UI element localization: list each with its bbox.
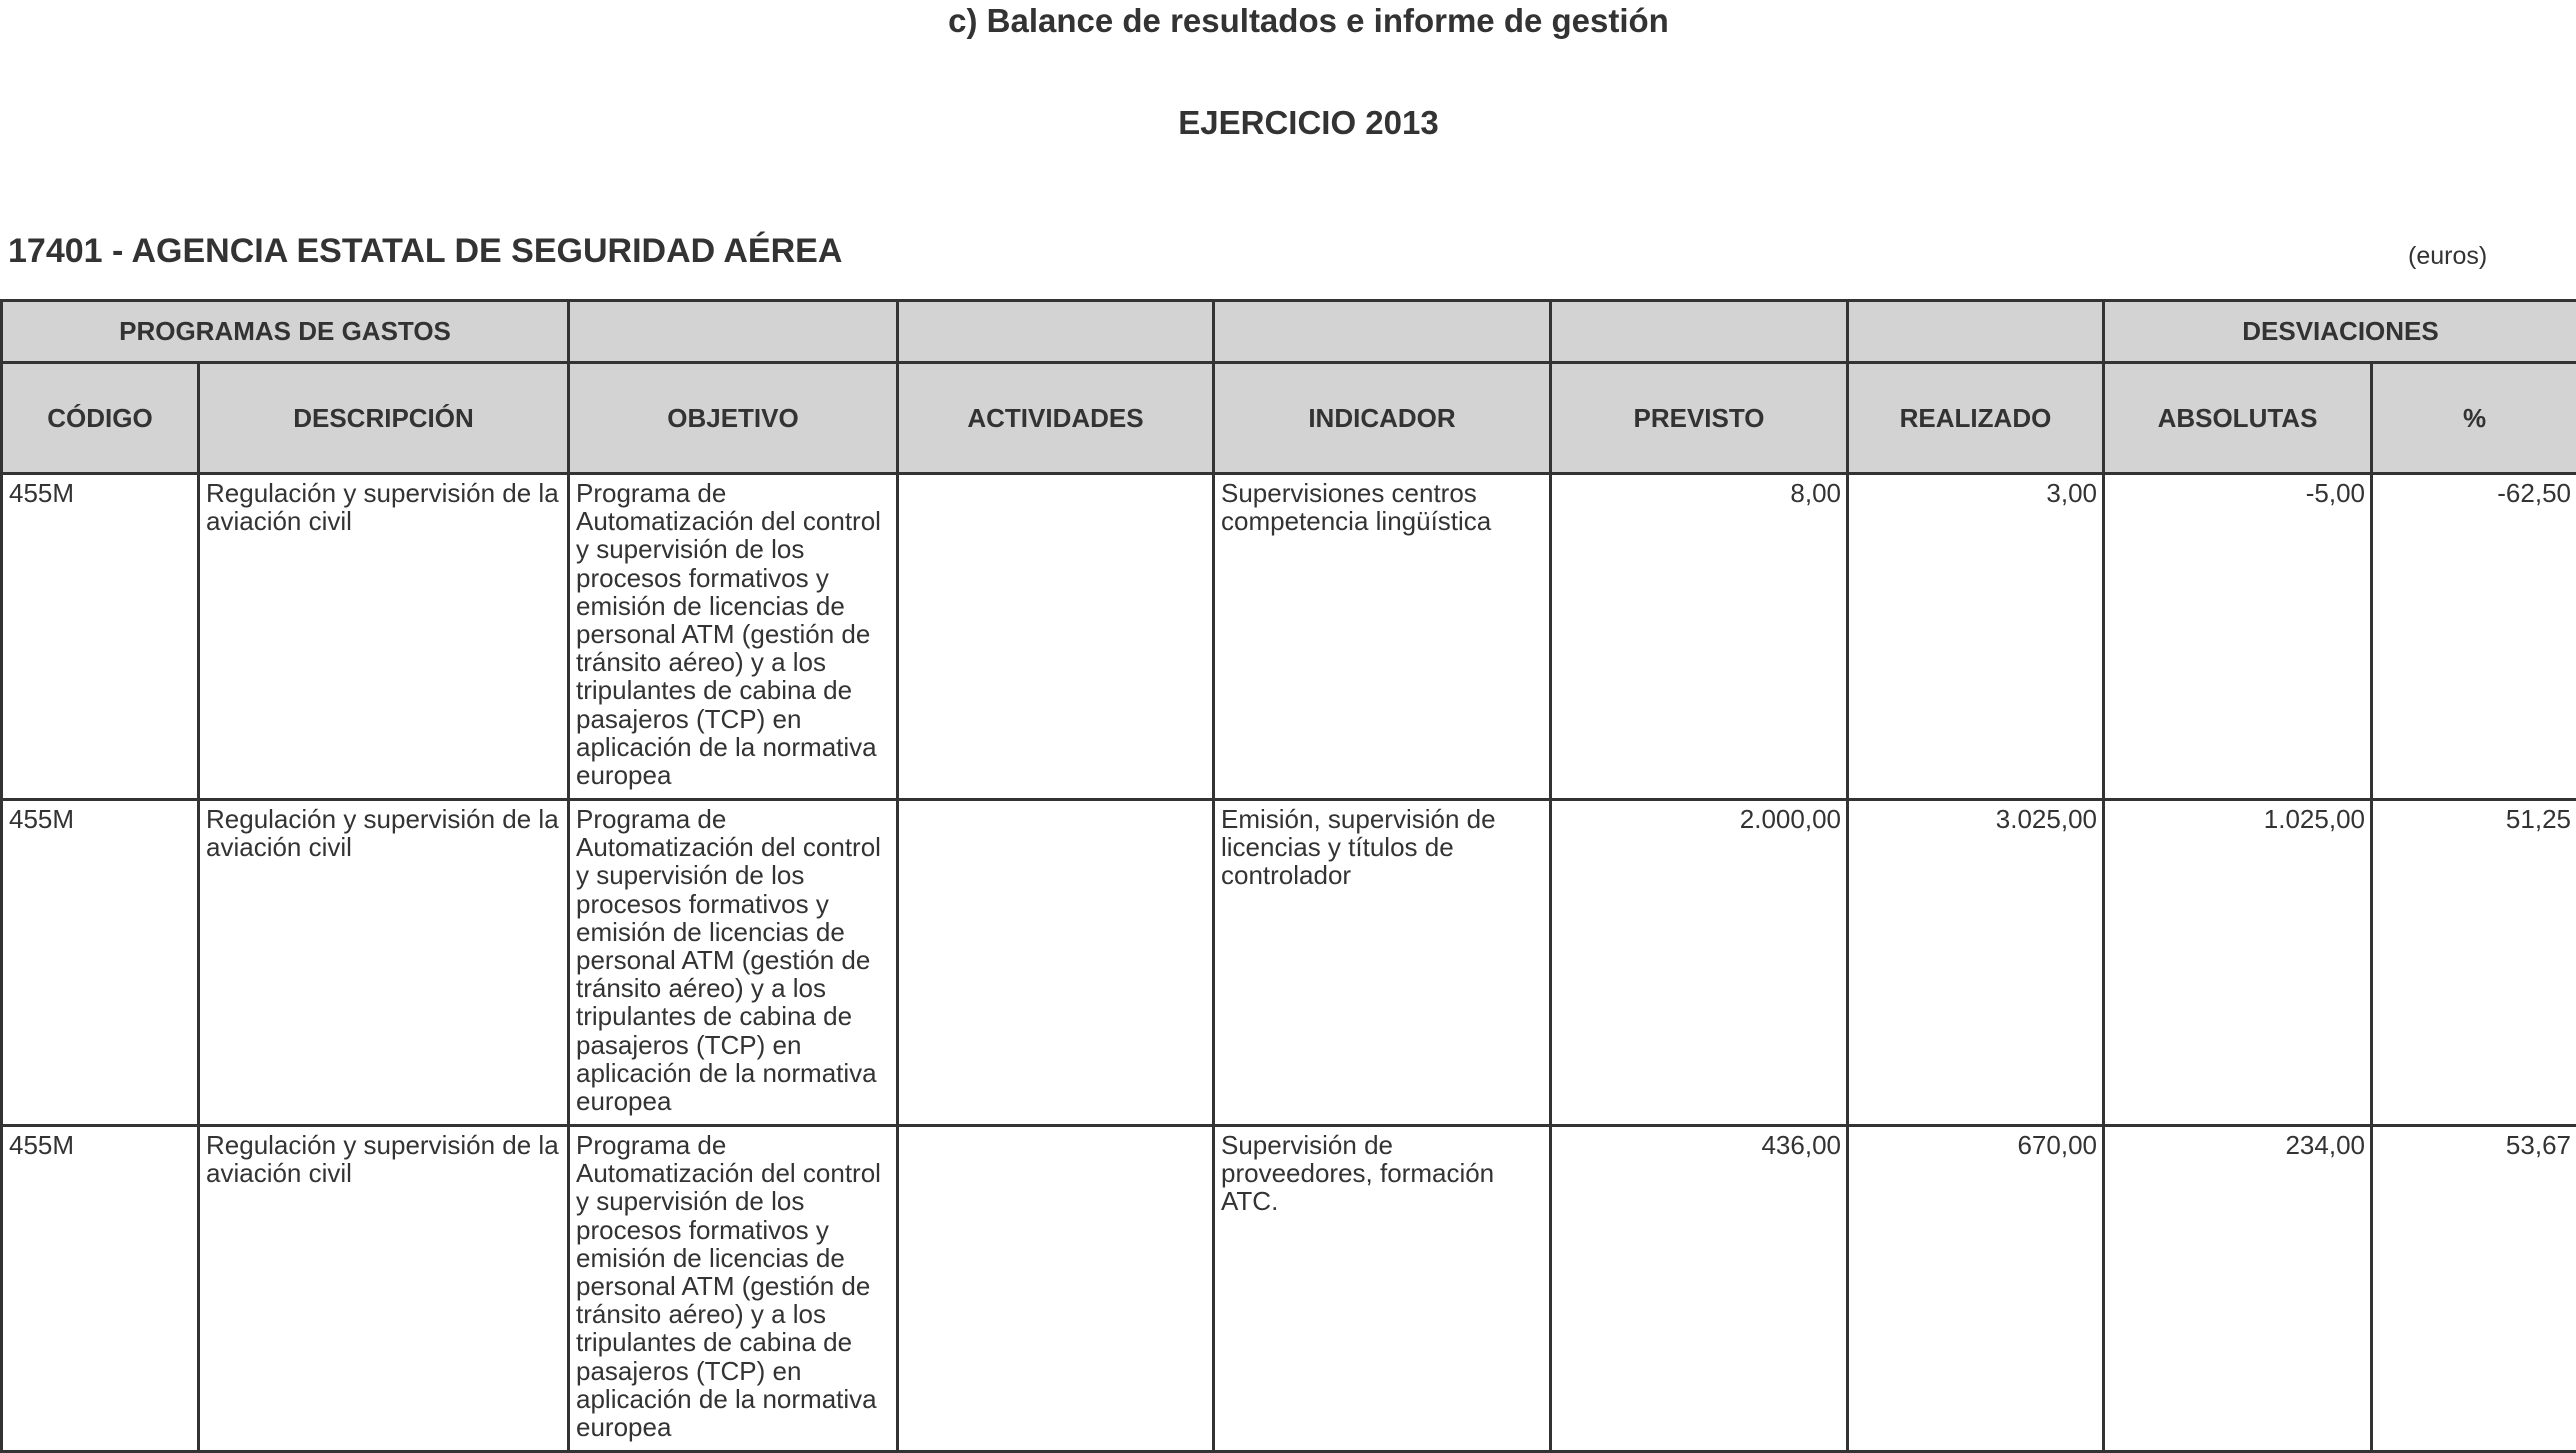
fiscal-year-heading: EJERCICIO 2013 (0, 104, 2576, 142)
cell-realizado: 3.025,00 (1848, 800, 2104, 1126)
cell-previsto: 2.000,00 (1551, 800, 1848, 1126)
cell-previsto: 8,00 (1551, 474, 1848, 800)
cell-codigo: 455M (2, 800, 199, 1126)
group-header-empty (1848, 301, 2104, 363)
column-header-row (2, 363, 2576, 474)
cell-porcentaje: 53,67 (2372, 1126, 2576, 1452)
group-header-empty (569, 301, 898, 363)
column-header-objetivo: OBJETIVO (569, 363, 898, 474)
cell-indicador: Supervisiones centros competencia lingüística (1214, 474, 1551, 800)
cell-absolutas: 234,00 (2104, 1126, 2372, 1452)
page-title: c) Balance de resultados e informe de gestión (0, 2, 2576, 40)
group-header-row (2, 301, 2576, 363)
column-header-actividades: ACTIVIDADES (898, 363, 1214, 474)
cell-descripcion: Regulación y supervisión de la aviación civil (199, 474, 569, 800)
cell-codigo: 455M (2, 1126, 199, 1452)
cell-descripcion: Regulación y supervisión de la aviación civil (199, 800, 569, 1126)
column-header-absolutas: ABSOLUTAS (2104, 363, 2372, 474)
cell-porcentaje: -62,50 (2372, 474, 2576, 800)
cell-codigo: 455M (2, 474, 199, 800)
cell-realizado: 3,00 (1848, 474, 2104, 800)
column-header-descripcion: DESCRIPCIÓN (199, 363, 569, 474)
cell-previsto: 436,00 (1551, 1126, 1848, 1452)
cell-objetivo: Programa de Automatización del control y supervisión de los procesos formativos y emisión de licencias de personal ATM (gestión de tránsito aéreo) y a los tripulantes de cabina de pasajeros (TCP) en aplicación de la normativa europea (569, 800, 898, 1126)
table-row (2, 800, 2576, 1126)
cell-indicador: Supervisión de proveedores, formación ATC. (1214, 1126, 1551, 1452)
group-header-programas: PROGRAMAS DE GASTOS (2, 301, 569, 363)
cell-absolutas: 1.025,00 (2104, 800, 2372, 1126)
group-header-desviaciones: DESVIACIONES (2104, 301, 2576, 363)
group-header-empty (1214, 301, 1551, 363)
table-row (2, 1126, 2576, 1452)
cell-objetivo: Programa de Automatización del control y supervisión de los procesos formativos y emisión de licencias de personal ATM (gestión de tránsito aéreo) y a los tripulantes de cabina de pasajeros (TCP) en aplicación de la normativa europea (569, 1126, 898, 1452)
currency-units-label: (euros) (2408, 242, 2487, 271)
cell-actividades (898, 474, 1214, 800)
column-header-indicador: INDICADOR (1214, 363, 1551, 474)
results-table (0, 299, 2576, 1453)
column-header-previsto: PREVISTO (1551, 363, 1848, 474)
cell-porcentaje: 51,25 (2372, 800, 2576, 1126)
cell-realizado: 670,00 (1848, 1126, 2104, 1452)
cell-actividades (898, 1126, 1214, 1452)
cell-actividades (898, 800, 1214, 1126)
column-header-porcentaje: % (2372, 363, 2576, 474)
group-header-empty (898, 301, 1214, 363)
column-header-codigo: CÓDIGO (2, 363, 199, 474)
cell-absolutas: -5,00 (2104, 474, 2372, 800)
entity-heading: 17401 - AGENCIA ESTATAL DE SEGURIDAD AÉREA (8, 232, 842, 271)
cell-objetivo: Programa de Automatización del control y supervisión de los procesos formativos y emisión de licencias de personal ATM (gestión de tránsito aéreo) y a los tripulantes de cabina de pasajeros (TCP) en aplicación de la normativa europea (569, 474, 898, 800)
cell-descripcion: Regulación y supervisión de la aviación civil (199, 1126, 569, 1452)
cell-indicador: Emisión, supervisión de licencias y títulos de controlador (1214, 800, 1551, 1126)
table-row (2, 474, 2576, 800)
column-header-realizado: REALIZADO (1848, 363, 2104, 474)
group-header-empty (1551, 301, 1848, 363)
